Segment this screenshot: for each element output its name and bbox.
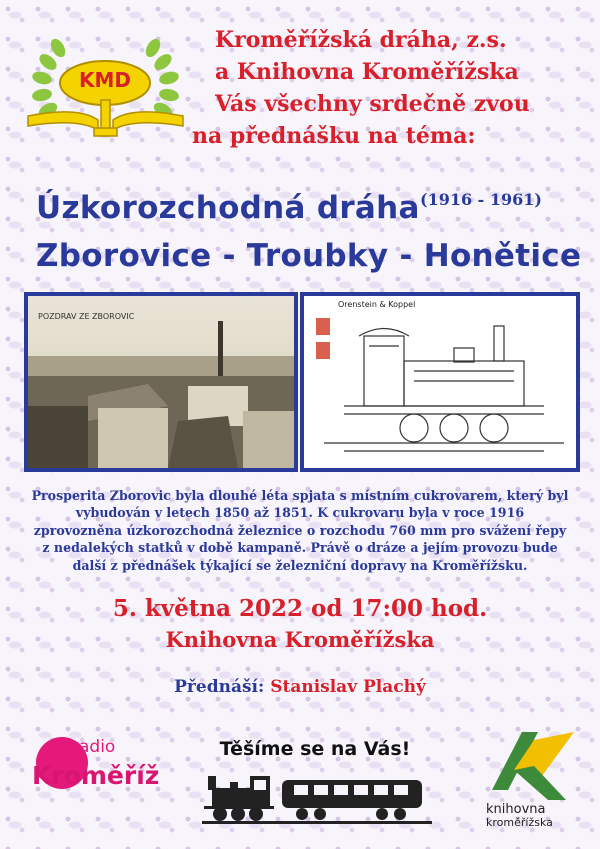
lecturer-name: Stanislav Plachý — [270, 677, 426, 697]
photo-zborovice-caption: POZDRAV ZE ZBOROVIC — [38, 312, 135, 321]
title-line1: Úzkorozchodná dráha — [36, 190, 420, 226]
title-years: (1916 - 1961) — [420, 190, 542, 209]
header-topic-intro: na přednášku na téma: — [192, 123, 476, 149]
library-logo — [474, 730, 584, 830]
kmd-logo — [18, 28, 193, 143]
kmd-logo-text: KMD — [78, 68, 131, 92]
header-partner: a Knihovna Kroměřížska — [215, 59, 519, 85]
radio-logo-bottom: Kroměříž — [32, 761, 160, 790]
locomotive-drawing-caption: Orenstein & Koppel — [338, 300, 416, 309]
library-logo-line1: knihovna — [486, 802, 546, 817]
slogan: Těšíme se na Vás! — [219, 738, 411, 760]
description-paragraph: Prosperita Zborovic byla dlouhé léta spjata s místním cukrovarem, který byl vybudován v letech 1850 až 1851. K cukrovaru byla v roce 1916 zprovozněna úzkorozchodná železnice o rozchodu 760 mm pro svážení řepy z nedalekých statků v době kampaně. Právě o dráze a jejím provozu bude další z přednášek týkající se železniční dopravy na Kroměřížsku. — [31, 488, 569, 573]
header-invite: Vás všechny srdečně zvou — [215, 91, 530, 117]
header-organizer: Kroměřížská dráha, z.s. — [215, 27, 507, 53]
event-place: Knihovna Kroměřížska — [165, 627, 435, 652]
radio-logo-top: radio — [72, 737, 116, 757]
library-logo-line2: kroměřížska — [486, 816, 553, 829]
locomotive-drawing — [300, 292, 580, 472]
lecturer-line — [0, 677, 600, 697]
lecturer-label: Přednáší: — [174, 677, 265, 697]
title-line2: Zborovice - Troubky - Honětice — [36, 238, 582, 274]
event-date: 5. května 2022 od 17:00 hod. — [112, 595, 488, 622]
photo-zborovice — [24, 292, 298, 472]
radio-kromeriz-logo — [32, 735, 172, 805]
train-silhouette-icon — [202, 770, 432, 825]
